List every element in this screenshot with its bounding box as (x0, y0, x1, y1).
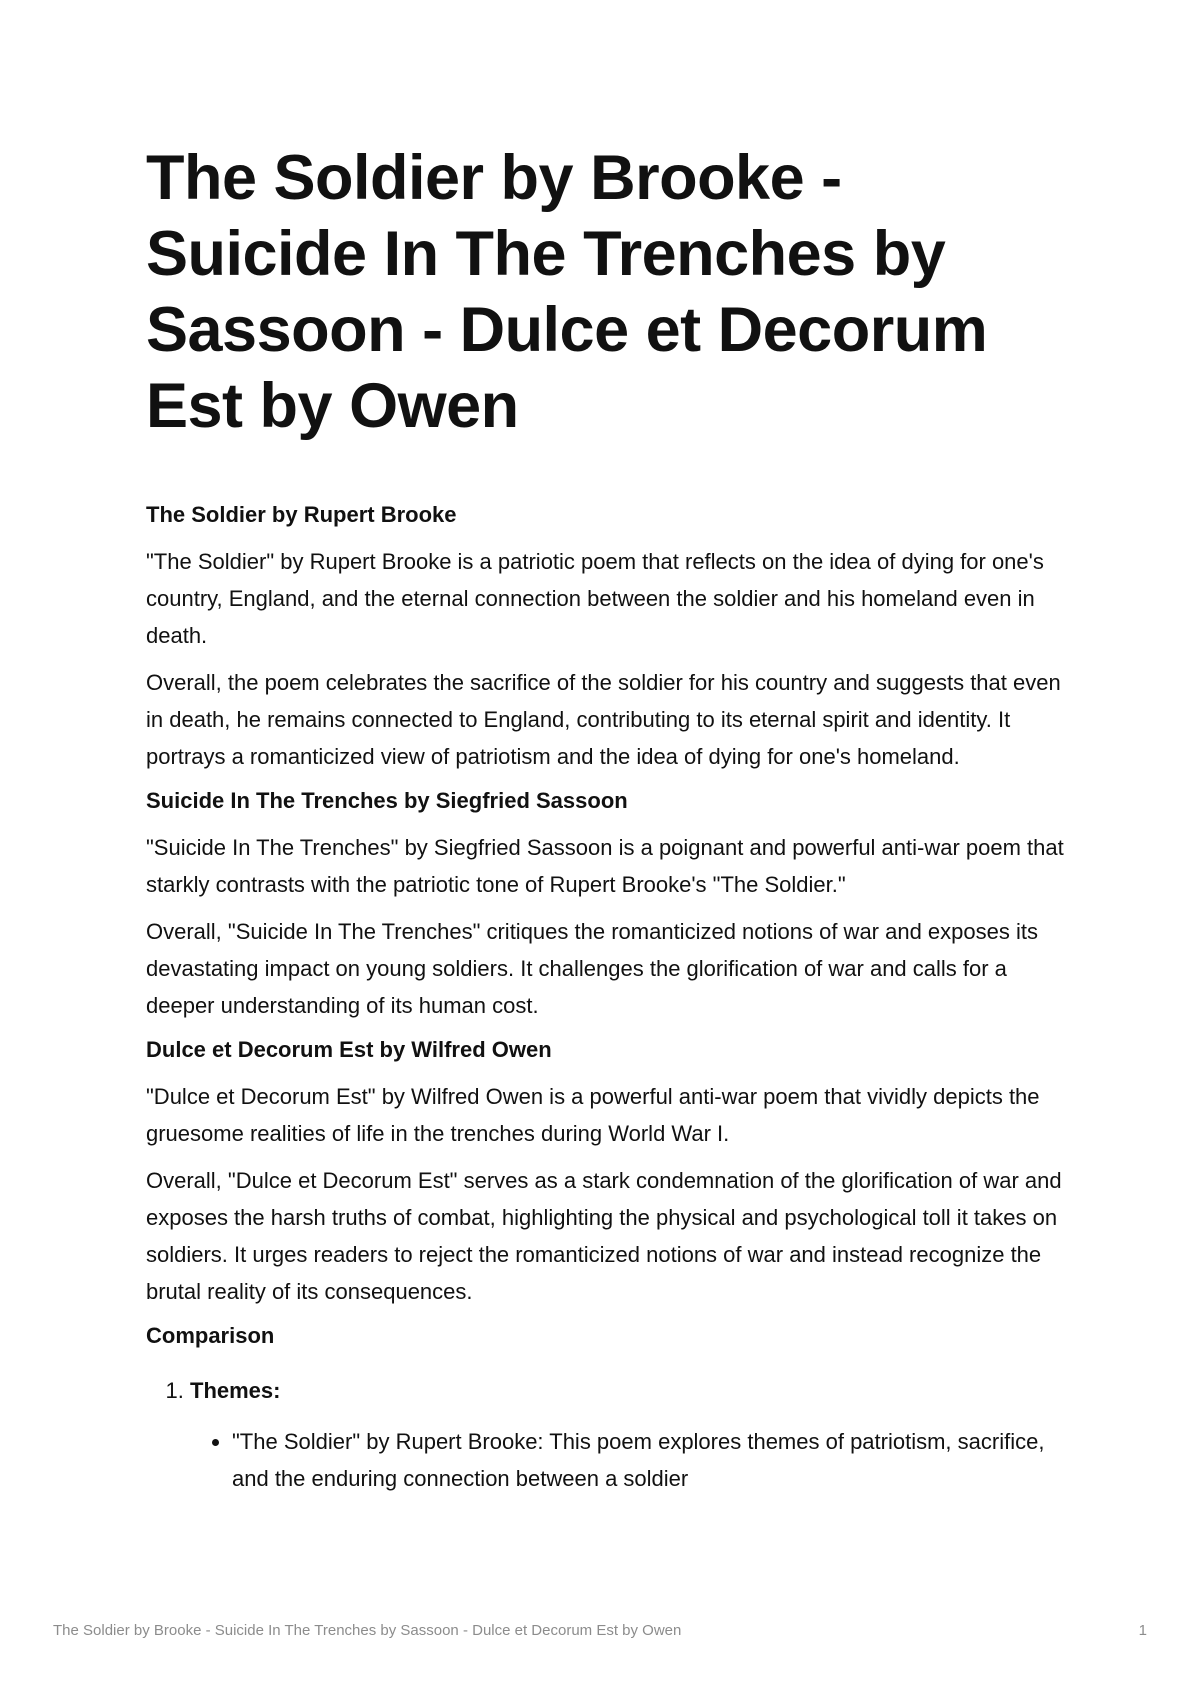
bullet-item: • "The Soldier" by Rupert Brooke: This poem explores themes of patriotism, sacrifice, and the enduring connection between a soldier (232, 1423, 1076, 1497)
section-heading-owen: Dulce et Decorum Est by Wilfred Owen (146, 1037, 552, 1062)
paragraph: "Suicide In The Trenches" by Siegfried Sassoon is a poignant and powerful anti-war poem that starkly contrasts with the patriotic tone of Rupert Brooke's "The Soldier." (146, 835, 1064, 897)
paragraph: Overall, "Dulce et Decorum Est" serves as a stark condemnation of the glorification of war and exposes the harsh truths of combat, highlighting the physical and psychological toll it takes on soldiers. It urges readers to reject the romanticized notions of war and instead recognize the brutal reality of its consequences. (146, 1168, 1062, 1304)
list-item (190, 1372, 1076, 1497)
page-title: The Soldier by Brooke - Suicide In The Trenches by Sassoon - Dulce et Decorum Est by Owen (146, 143, 988, 441)
paragraph: "The Soldier" by Rupert Brooke is a patriotic poem that reflects on the idea of dying for one's country, England, and the eternal connection between the soldier and his homeland even in death. (146, 549, 1044, 648)
paragraph: Overall, the poem celebrates the sacrifice of the soldier for his country and suggests that even in death, he remains connected to England, contributing to its eternal spirit and identity. It portrays a romanticized view of patriotism and the idea of dying for one's homeland. (146, 670, 1061, 769)
page-footer (53, 1622, 1147, 1639)
paragraph: Overall, "Suicide In The Trenches" critiques the romanticized notions of war and exposes its devastating impact on young soldiers. It challenges the glorification of war and calls for a deeper understanding of its human cost. (146, 919, 1038, 1018)
paragraph: "Dulce et Decorum Est" by Wilfred Owen is a powerful anti-war poem that vividly depicts the gruesome realities of life in the trenches during World War I. (146, 1084, 1040, 1146)
footer-title: The Soldier by Brooke - Suicide In The Trenches by Sassoon - Dulce et Decorum Est by Owen (53, 1622, 682, 1639)
comparison-list (146, 1372, 1076, 1497)
section-heading-brooke: The Soldier by Rupert Brooke (146, 502, 457, 527)
section-heading-comparison: Comparison (146, 1323, 275, 1348)
page-number: 1 (1138, 1622, 1147, 1639)
list-item-title: Themes: (190, 1378, 281, 1403)
section-heading-sassoon: Suicide In The Trenches by Siegfried Sassoon (146, 788, 628, 813)
document-body (146, 140, 1076, 1497)
bullet-list (190, 1423, 1076, 1497)
